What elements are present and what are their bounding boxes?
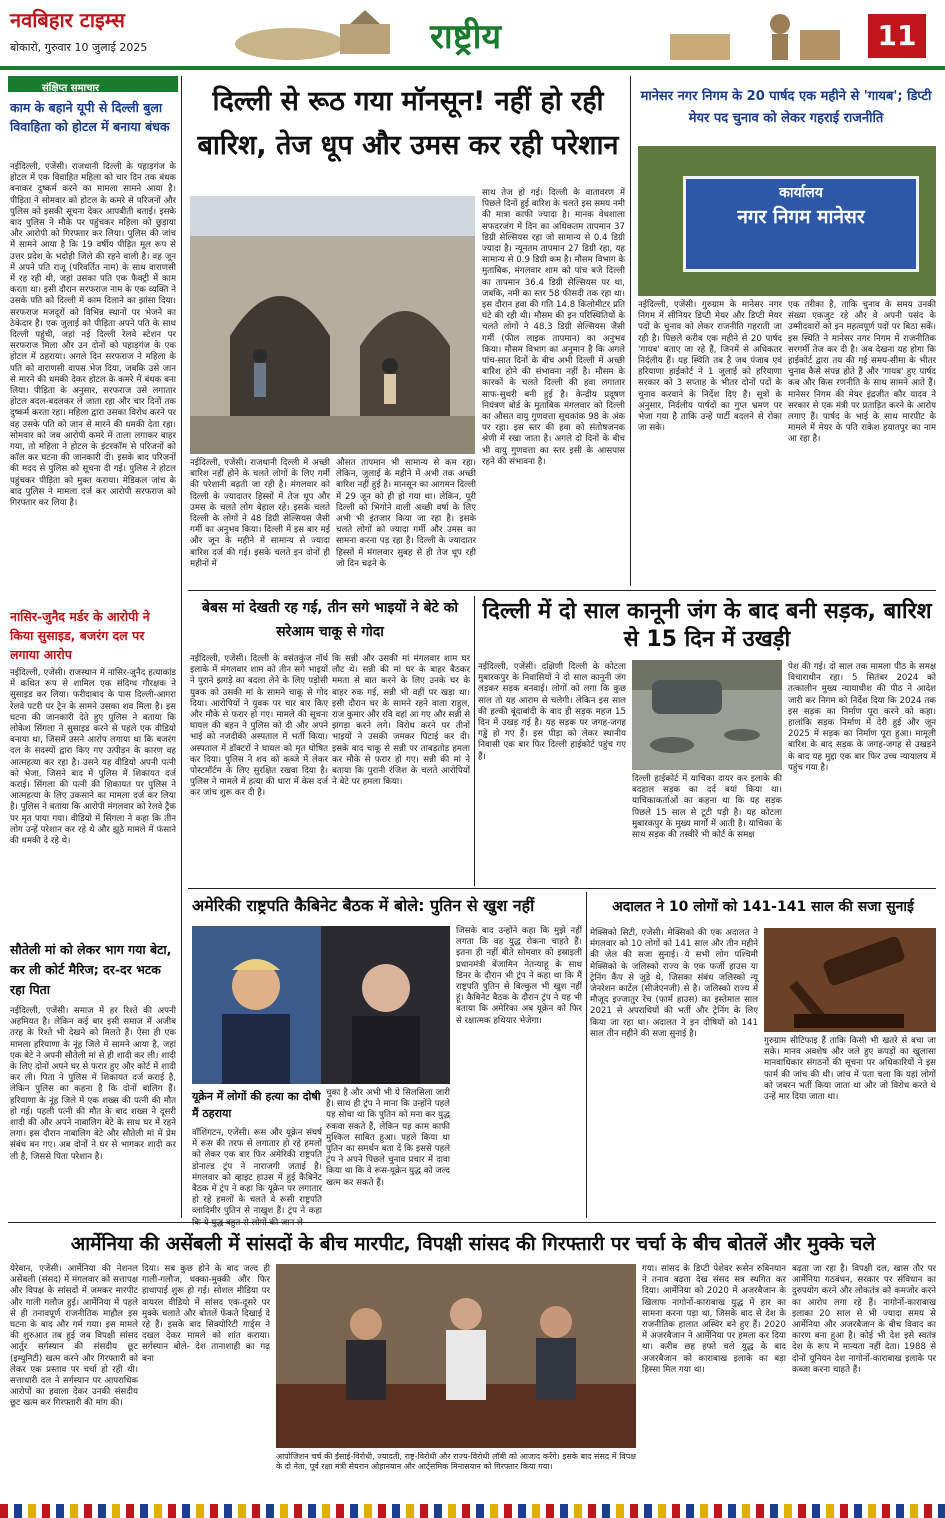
road-headline: दिल्ली में दो साल कानूनी जंग के बाद बनी सड़क, बारिश से 15 दिन में उखड़ी <box>482 599 932 652</box>
brief-label: संक्षिप्त समाचार <box>42 83 100 94</box>
masthead-rule <box>0 66 945 70</box>
putin-body-c: जिसके बाद उन्होंने कहा कि मुझे नहीं लगता कि वह युद्ध रोकना चाहते हैं। इतना ही नहीं बीते सोमवार को इस्राइली प्रधानमंत्री बेंजामिन नेतन्याहू के साथ डिनर के दौरान भी ट्रंप ने कहा था कि मैं राष्ट्रपति पुतिन से बिल्कुल भी खुश नहीं हूं। कैबिनेट बैठक के दौरान ट्रंप ने यह भी बताया कि अमेरिका अब यूक्रेन को फिर से रक्षात्मक हथियार भेजेगा। <box>456 926 582 1026</box>
armenia-headline: आर्मेनिया की असेंबली में सांसदों के बीच मारपीट, विपक्षी सांसद की गिरफ्तारी पर चर्चा के बीच बोतलें और मुक्के चले <box>70 1233 876 1255</box>
manesar-body-b: एक तरीका है, ताकि चुनाव के समय उनकी संख्या एकजुट रहे और वे अपनी पसंद के उम्मीदवारों को इन महत्वपूर्ण पदों पर बिठा सकें। इस स्थिति ने मानेसर नगर निगम में राजनीतिक सरगर्मी तेज कर दी है। अब देखना यह होगा कि हाईकोर्ट द्वारा तय की गई समय-सीमा के भीतर चुनाव कैसे संपन्न होते हैं और 'गायब' हुए पार्षद कब और किस रणनीति के साथ सामने आते हैं। मानेसर निगम की मेयर इंद्रजीत कौर यादव ने सरकार से एक मंत्री पर प्रताड़ित करने के आरोप लगाए हैं। पार्षद के भाई के साथ मारपीट के मामले में मेयर के पति राकेश हयातपुर का नाम आ रहा है। <box>788 300 936 445</box>
lead-body-a: नईदिल्ली, एजेंसी। राजधानी दिल्ली में अच्छी बारिश नहीं होने के चलते लोगों के लिए गर्मी की परेशानी बढ़ती जा रही है। मंगलवार को दिल्ली के ज्यादातर हिस्सों में तेज धूप और उमस के चलते लोग बेहाल रहे। इसके चलते दिल्ली के लोगों ने 48 डिग्री सेल्सियस जैसी गर्मी का अनुभव किया। दिल्ली में इस बार मई और जून के महीने में सामान्य से ज्यादा बारिश दर्ज की गई। इसके चलते इन दोनों ही महीनों में <box>190 458 330 569</box>
mexico-headline: अदालत ने 10 लोगों को 141-141 साल की सजा सुनाई <box>612 899 914 915</box>
masthead-illustration-left <box>230 4 410 62</box>
brief3-headline: सौतेली मां को लेकर भाग गया बेटा, कर ली कोर्ट मैरिज; दर-दर भटक रहा पिता <box>10 942 172 997</box>
horizontal-rule <box>8 1222 936 1223</box>
section-title: राष्ट्रीय <box>430 17 502 57</box>
road-body-c: पेश की गई। दो साल तक मामला पीठ के समक्ष विचाराधीन रहा। 5 सितंबर 2024 को तत्कालीन मुख्य न्यायाधीश की पीठ ने आदेश जारी कर निगम को निर्देश दिया कि 2024 तक इस सड़क का निर्माण पूरा करने को कहा। हालांकि सड़क निर्माण में देरी हुई और जून 2025 में सड़क का निर्माण पूरा हुआ। मामूली बारिश के बाद सड़क के जगह-जगह से उखड़ने के बाद यह मुद्दा एक बार फिर उच्च न्यायालय में पहुंच गया है। <box>788 662 936 773</box>
armenia-body-d: बढ़ता जा रहा है। विपक्षी दल, खास तौर पर आर्मेनिया गठबंधन, सरकार पर संविधान का दुरुपयोग करने और लोकतंत्र को कमजोर करने का आरोप लगा रहे हैं। नागोर्नो-काराबाख इलाका 20 साल से भी ज्यादा समय से आर्मेनिया और अजरबैजान के बीच विवाद का कारण बना हुआ है। कोई भी देश इसे स्वतंत्र देश के रूप में मान्यता नहीं देता। 1988 से दोनों यूनियन देश नागोर्नो-काराबाख इलाके पर कब्जा करना चाहते हैं। <box>792 1264 936 1375</box>
mexico-body-a: मेक्सिको सिटी, एजेंसी। मेक्सिको की एक अदालत ने मंगलवार को 10 लोगों को 141 साल और तीन महीने की जेल की सजा सुनाई। ये सभी लोग पश्चिमी मेक्सिको के जलिस्को राज्य के एक फर्जी हाउस या ट्रेनिंग कैंप से जुड़े थे, जिसका संबंध जलिस्को न्यू जेनरेशन कार्टेल (सीजेएनजी) से है। जलिस्को राज्य में मौजूद इज्जातुर रेंच (फार्म हाउस) का इस्तेमाल साल 2021 से अपराधियों की भर्ती और ट्रेनिंग के लिए किया जा रहा था। अदालत ने इन दोषियों को 141 साल तीन महीने की सजा सुनाई है। <box>590 928 758 1039</box>
armenia-body-b: दिया। सब कुछ होने के बाद जल्द ही गाली-गलौज, धक्का-मुक्की और फिर हाथापाई शुरू हो गई। सोशल मीडिया पर वायरल वीडियो में सांसद एक-दूसरे पर मुक्के चलाते और बोतलें फेंकते दिखाई दे रहे हैं। इसके बाद सिक्योरिटी गार्ड्स ने दखल देकर मामले को शांत कराया। सर्गस्यान बोले- देश तानाशाही का गढ़ बना <box>142 1264 270 1364</box>
signboard-top: कार्यालय <box>779 185 823 201</box>
lead-headline: दिल्ली से रूठ गया मॉनसून! नहीं हो रही बारिश, तेज धूप और उमस कर रही परेशान <box>197 86 619 161</box>
horizontal-rule <box>188 590 936 591</box>
brief1-body: नईदिल्ली, एजेंसी। राजधानी दिल्ली के पहाड़गंज के होटल में एक विवाहित महिला को चार दिन तक बंधक बनाकर दुष्कर्म करने का मामला सामने आया है। पीड़िता ने सोमवार को होटल के कमरे से परिजनों और पुलिस को इसकी सूचना देकर आपबीती बताई। इसके बाद पुलिस ने मौके पर पहुंचकर महिला को छुड़ाया और आरोपी को गिरफ्तार कर लिया। पुलिस की जांच में सामने आया है कि 19 वर्षीय पीड़ित मूल रूप से उत्तर प्रदेश के भदोही जिले की रहने वाली है। वह जून में अपने पति राजू (परिवर्तित नाम) के साथ वाराणसी में रह रही थी, जहां उसका पति एक फैक्ट्री में काम करता था। इसी दौरान सरफराज नाम के एक व्यक्ति ने उसके पति को दिल्ली में काम दिलाने का झांसा दिया। सरफराज मजदूरों को विभिन्न स्थानों पर भेजने का ठेकेदार है। एक जुलाई को पीड़िता अपने पति के साथ दिल्ली पहुंची, जहां नई दिल्ली रेलवे स्टेशन पर सरफराज मिला और उन दोनों को पहाड़गंज के एक होटल में ठहराया। अगले दिन सरफराज ने महिला के पति को वाराणसी वापस भेज दिया, जबकि उसे जान से मारने की धमकी देकर होटल के कमरे में बंधक बना लिया। पीड़िता के अनुसार, सरफराज उसे लगातार होटल बदल-बदलकर ले जाता रहा और चार दिनों तक दुष्कर्म करता रहा। महिला द्वारा उसका विरोध करने पर वह उसके पति को जान से मारने की धमकी देता रहा। सोमवार को जब आरोपी कमरे में ताला लगाकर बाहर गया, तो महिला ने होटल के इंटरकॉम से परिजनों को कॉल कर घटना की जानकारी दी। इसके बाद परिजनों की मदद से पुलिस को सूचना दी गई। पुलिस ने होटल पहुंचकर पीड़िता को मुक्त कराया। मेडिकल जांच के बाद पुलिस ने मामला दर्ज कर आरोपी सरफराज को गिरफ्तार कर लिया है। <box>10 162 176 509</box>
mexico-photo <box>764 928 936 1032</box>
putin-headline: अमेरिकी राष्ट्रपति कैबिनेट बैठक में बोले: पुतिन से खुश नहीं <box>192 896 535 915</box>
masthead-illustration-right <box>660 4 850 62</box>
gavel-photo <box>764 928 936 1032</box>
brothers-headline: बेबस मां देखती रह गई, तीन सगे भाइयों ने बेटे को सरेआम चाकू से गोदा <box>202 600 458 640</box>
assembly-scuffle-photo <box>276 1264 636 1448</box>
manesar-headline: मानेसर नगर निगम के 20 पार्षद एक महीने से 'गायब'; डिप्टी मेयर पद चुनाव को लेकर गहराई राजनीति <box>640 89 932 126</box>
manesar-body-a: नईदिल्ली, एजेंसी। गुरुग्राम के मानेसर नगर निगम में सीनियर डिप्टी मेयर और डिप्टी मेयर पदों के चुनाव को लेकर राजनीति गहराती जा रही है। पिछले करीब एक महीने से 20 पार्षद 'गायब' बताए जा रहे हैं, जिनमें से अधिकतर निर्दलीय हैं। यह स्थिति तब है जब पंजाब एवं हरियाणा हाईकोर्ट ने 1 जुलाई को हरियाणा सरकार को 3 सप्ताह के भीतर दोनों पदों के चुनाव करवाने के निर्देश दिए हैं। सूत्रों के अनुसार, निर्दलीय पार्षदों का गुप्त भ्रमण पर भेजा गया है ताकि उन्हें पार्टी बदलने से रोका जा सके। <box>638 300 782 434</box>
road-photo <box>632 660 782 770</box>
column-divider <box>474 596 475 886</box>
putin-body-a: वॉशिंगटन, एजेंसी। रूस और यूक्रेन संघर्ष में रूस की तरफ से लगातार हो रहे हमलों को लेकर एक बार फिर अमेरिकी राष्ट्रपति डोनाल्ड ट्रंप ने नाराजगी जताई है। मंगलवार को व्हाइट हाउस में हुई कैबिनेट बैठक में ट्रंप ने कहा कि यूक्रेन पर लगातार हो रहे हमलों के चलते वे रूसी राष्ट्रपति व्लादिमीर पुतिन से नाखुश हैं। ट्रंप ने कहा <box>192 1128 322 1217</box>
registration-strip <box>0 1504 945 1518</box>
masthead <box>0 0 945 68</box>
putin-photo <box>192 926 450 1084</box>
brief1-headline: काम के बहाने यूपी से दिल्ली बुला विवाहिता को होटल में बनाया बंधक <box>10 100 170 134</box>
putin-body-b: चुका है और अभी भी ये सिलसिला जारी है। साथ ही ट्रंप ने माना कि उन्होंने पहले यह सोचा था कि पुतिन को मना कर युद्ध रुकवा सकते हैं, लेकिन यह काम काफी मुश्किल साबित हुआ। पहले किया था पुतिन का समर्थन बता दें कि इससे पहले ट्रंप ने अपने पिछले चुनाव प्रचार में दावा किया था कि वे रूस-यूक्रेन युद्ध को जल्द खत्म कर सकते हैं। <box>326 1088 450 1188</box>
road-body-a: नईदिल्ली, एजेंसी। दक्षिणी दिल्ली के कोटला मुबारकपुर के निवासियों ने दो साल कानूनी जंग लड़कर सड़क बनवाई। लोगों को लगा कि कुछ साल तो यह आराम से चलेगी। लेकिन इस साल की हल्की बूंदाबांदी के बाद ही सड़क महज 15 दिन में उखड़ गई है। यह सड़क पर जगह-जगह गड्ढे हो गए हैं। इस पीड़ा को लेकर स्थानीय निवासी एक बार फिर दिल्ली हाईकोर्ट पहुंच गए हैं। <box>478 662 626 762</box>
manesar-photo <box>638 146 936 296</box>
office-signboard <box>683 176 919 272</box>
armenia-photo <box>276 1264 636 1448</box>
road-body-b: दिल्ली हाईकोर्ट में याचिका दायर कर इलाके की बदहाल सड़क का दर्द बयां किया था। याचिकाकर्ताओं का कहना था कि यह सड़क पिछले 15 साल से टूटी पड़ी है। यह कोटला मुबारकपुर के मुख्य मार्गों में आती है। याचिका के साथ सड़क की तस्वीरें भी कोर्ट के समक्ष <box>632 774 782 841</box>
dateline: बोकारो, गुरुवार 10 जुलाई 2025 <box>10 41 148 54</box>
newspaper-logo: नवबिहार टाइम्स <box>10 8 125 32</box>
horizontal-rule <box>188 888 936 889</box>
column-divider <box>181 76 182 1218</box>
leaders-photo <box>192 926 450 1084</box>
ruins-photo <box>190 196 475 454</box>
putin-subhead: यूक्रेन में लोगों की हत्या का दोषी मैं ठहराया <box>192 1090 321 1120</box>
lead-body-c: साथ तेज हो गई। दिल्ली के वातावरण में पिछले दिनों हुई बारिश के चलते इस समय नमी की मात्रा काफी ज्यादा है। मानक वेधशाला सफदरजंग में दिन का अधिकतम तापमान 37 डिग्री सेल्सियस रहा जो सामान्य से 0.4 डिग्री ज्यादा है। न्यूनतम तापमान 27 डिग्री रहा, यह सामान्य से 0.9 डिग्री कम है। मौसम विभाग के मुताबिक, मंगलवार शाम को पांच बजे दिल्ली का तापमान 36.4 डिग्री सेल्सियस पर था, जबकि, नमी का स्तर 58 फीसदी तक रहा था। इस दौरान हवा की गति 14.8 किलोमीटर प्रति घंटे की रही थी। मौसम की इन परिस्थितियों के चलते लोगों ने 48.3 डिग्री सेल्सियस जैसी गर्मी (फील लाइक तापमान) का अनुभव किया। मौसम विभाग का अनुमान है कि अगले पांच-सात दिनों के बीच अभी दिल्ली में अच्छी बारिश होने की संभावना नहीं है। मौसम के कारकों के चलते दिल्ली की हवा लगातार साफ-सुथरी बनी हुई है। केन्द्रीय प्रदूषण नियंत्रण बोर्ड के मुताबिक मंगलवार को दिल्ली का औसत वायु गुणवत्ता सूचकांक 98 के अंक पर रहा। इस स्तर की हवा को संतोषजनक श्रेणी में रखा जाता है। अगले दो दिनों के बीच भी वायु गुणवत्ता का स्तर इसी के आसपास रहने की संभावना है। <box>482 188 625 467</box>
brief-label-bar <box>8 76 178 92</box>
column-divider <box>586 892 587 1218</box>
armenia-body-c: गया। सांसद के डिप्टी पेशेवर रूसेन रुबिनयान ने तनाव बढ़ता देख संसद सत्र स्थगित कर दिया। आर्मेनिया को 2020 में अजरबैजान के खिलाफ नागोर्नो-काराबाख युद्ध में हार का सामना करना पड़ा था, जिसके बाद से देश के राजनीतिक हालात अस्थिर बने हुए हैं। 2020 में अजरबैजान ने आर्मेनिया पर हमला कर दिया था। करीब छह हफ्ते चले युद्ध के बाद अजरबैजान को काराबाख इलाके का बड़ा हिस्सा मिल गया था। <box>642 1264 786 1375</box>
brief2-body: नईदिल्ली, एजेंसी। राजस्थान में नासिर-जुनैद हत्याकांड में कथित रूप से शामिल एक संदिग्ध गौरक्षक ने सुसाइड कर लिया। फरीदाबाद के पास दिल्ली-आगरा रेलवे पटरी पर ट्रेन के सामने उसका शव मिला है। इस घटना की जानकारी देते हुए पुलिस ने बताया कि लोकेश सिंगला ने सुसाइड करने से पहले एक वीडियो बनाया था, जिसमें उसने आरोप लगाया था कि बजरंग दल के सदस्यों द्वारा किए गए उत्पीड़न के कारण वह आत्महत्या कर रहा है। उसने यह वीडियो अपनी पत्नी को भेजा, जिसने बाद में पुलिस में शिकायत दर्ज कराई। सिंगला की पत्नी की शिकायत पर पुलिस ने आत्महत्या के लिए उकसाने का मामला दर्ज कर लिया है। पुलिस ने बताया कि आरोपी मंगलवार को रेलवे ट्रैक पर मृत पाया गया। वीडियो में सिंगला ने कहा कि तीन लोग उन्हें परेशान कर रहे थे और झूठे मामले में फंसाने की धमकी दे रहे थे। <box>10 668 176 847</box>
brothers-body-b: कि सन्नी और उसकी मां मंगलवार शाम घर लौट थे। सन्नी की मां घर के बाहर बैठकर ममता से बात करने के लिए उनके घर के बाहर रुक गई, सन्नी भी वहीं पर खड़ा था। इसी दौरान घर के सामने रहने वाला राहुल, राज कुमार और रवि वहां आ गए और सन्नी से झगड़ा करने लगे। विरोध करने पर तीनों भाइयों ने उसकी जमकर पिटाई कर दी। इसके बाद चाकू से सन्नी पर ताबड़तोड़ हमला कर मौके से फरार हो गए। सन्नी की मां ने बताया कि पुरानी रंजिश के चलते आरोपियों ने बेटे पर हमला किया। <box>332 654 470 788</box>
signboard-main: नगर निगम मानेसर <box>737 206 865 228</box>
mexico-body-b: गुरुग्राम सीटिफाइ हैं ताकि किसी भी खतरे से बचा जा सके। मानव अवशेष और जले हुए कपड़ों का खुलासा मानवाधिकार संगठनों की सूचना पर अधिकारियों ने इस फार्म की जांच की थी। जांच में पता चला कि यहां लोगों को जबरन भर्ती किया जाता था और जो विरोध करते थे उन्हें मार दिया जाता था। <box>764 1036 936 1103</box>
brothers-body-a: नईदिल्ली, एजेंसी। दिल्ली के वसंतकुंज नॉर्थ इलाके में मंगलवार शाम को तीन सगे भाइयों ने पुराने झगड़े का बदला लेने के लिए पड़ोसी युवक को उसकी मां के सामने चाकू से गोद दिया। आरोपियों ने युवक पर चार बार किए और मौके से फरार हो गए। मामले की सूचना घायल की बहन ने पुलिस को दी और अपने भाई को नजदीकी अस्पताल में भर्ती किया। अस्पताल में डॉक्टरों ने घायल को मृत घोषित कर दिया। पुलिस ने शव को कब्जे में लेकर पोस्टमॉर्टम के लिए सुरक्षित रखवा दिया है। पुलिस ने मामले में हत्या की धारा में केस दर्ज कर जांच शुरू कर दी है। <box>190 654 328 799</box>
page-number: 11 <box>868 14 926 58</box>
lead-body-b: औसत तापमान भी सामान्य से कम रहा। लेकिन, जुलाई के महीने में अभी तक अच्छी बारिश नहीं हुई है। मानसून का आगमन दिल्ली में 29 जून को ही हो गया था। लेकिन, पूरी दिल्ली को भिगोने वाली अच्छी वर्षा के लिए अभी भी इंतजार किया जा रहा है। इसके चलते लोगों को ज्यादा गर्मी और उमस का सामना करना पड़ रहा है। दिल्ली के ज्यादातर हिस्सों में मंगलवार सुबह से ही तेज धूप रही जो दिन चढ़ने के <box>336 458 476 569</box>
column-divider <box>630 76 631 586</box>
lead-photo <box>190 196 475 454</box>
armenia-caption: आपोजिशन चर्च की ईसाई-विरोधी, ज्यादती, राष्ट्र-विरोधी और राज्य-विरोधी लॉबी को आजाद करेंगे। इसके बाद संसद में विपक्ष के दो नेता, पूर्व रक्षा मंत्री सेयरान ओहानयान और आर्ट्समिक मिनासयान को गिरफ्तार किया गया। <box>276 1452 636 1471</box>
brief2-headline: नासिर-जुनैद मर्डर के आरोपी ने किया सुसाइड, बजरंग दल पर लगाया आरोप <box>10 609 150 662</box>
armenia-body-a: येरेवान, एजेंसी। आर्मेनिया की नेशनल असेंबली (संसद) में मंगलवार को सत्तापक्ष और विपक्ष के सांसदों में जमकर मारपीट और गाली गलौज हुई। आर्मेनिया में पहले से ही तनावपूर्ण राजनीतिक माहौल इस घटना के बाद और गर्म गया। इस मामले की शुरुआत तब हुई जब विपक्षी सांसद आर्तुर सर्गस्यान की संसदीय छूट (इम्युनिटी) खत्म करने और गिरफ्तारी को लेकर एक प्रस्ताव पर चर्चा हो रही थी। सत्ताधारी दल ने सर्गस्यान पर आपराधिक आरोपों का हवाला देकर उनकी संसदीय छूट खत्म कर गिरफ्तारी की मांग की। <box>10 1264 138 1409</box>
damaged-road-photo <box>632 660 782 770</box>
brief3-body: नईदिल्ली, एजेंसी। समाज में हर रिश्ते की अपनी अहमियत है। लेकिन कई बार इसी समाज में अजीब तरह के रिश्ते भी देखने को मिलते हैं। ऐसा ही एक मामला हरियाणा के नूंह जिले में सामने आया है, जहां एक बेटे ने अपनी सौतेली मां से ही शादी कर ली। शादी के लिए दोनों अपने घर से फरार हुए और कोर्ट में शादी कर ली। पिता ने पुलिस में शिकायत दर्ज कराई है, लेकिन पुलिस का कहना है कि दोनों बालिग हैं। हरियाणा के नूंह जिले में एक शख्स की पत्नी की मौत हो गई। पहली पत्नी की मौत के बाद शख्स ने दूसरी शादी की और अपने नाबालिग बेटे के साथ घर में रहने लगा। इस दौरान नाबालिग बेटे और सौतेली मां में प्रेम संबंध बन गए। अब दोनों ने घर से भागकर शादी कर ली है, जिससे पिता परेशान है। <box>10 1006 176 1162</box>
